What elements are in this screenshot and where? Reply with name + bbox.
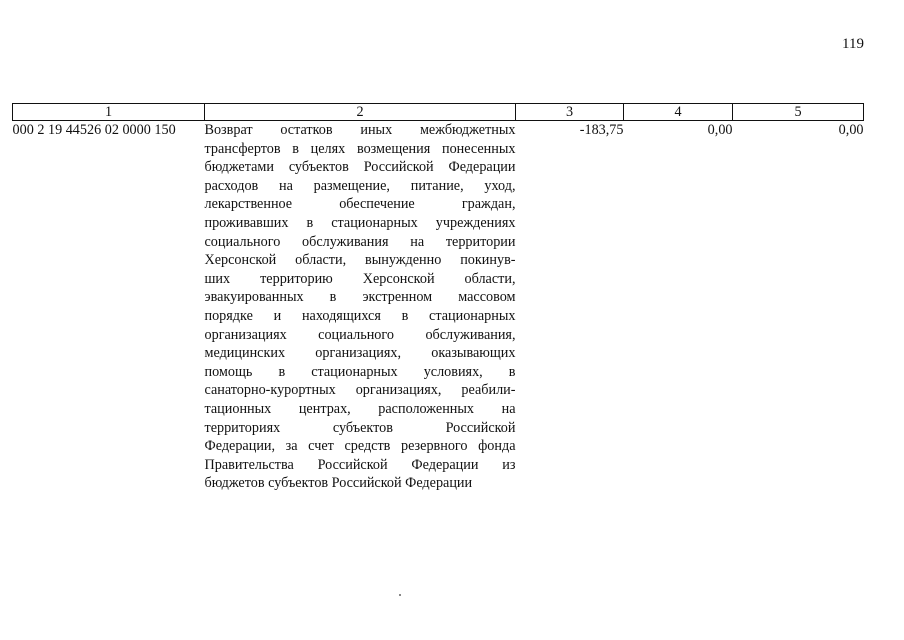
- column-header-1: 1: [13, 104, 205, 121]
- description-line: эвакуированных в экстренном массовом: [204, 289, 516, 306]
- description-line: лекарственное обеспечение граждан,: [204, 196, 516, 213]
- description-line: Федерации, за счет средств резервного фонда: [204, 438, 516, 455]
- description-line: медицинских организациях, оказывающих: [204, 345, 516, 362]
- description-line: социального обслуживания на территории: [204, 233, 516, 250]
- description-line: организациях социального обслуживания,: [204, 326, 516, 343]
- description-line: санаторно-курортных организациях, реабили-: [204, 382, 516, 399]
- description-line: проживавших в стационарных учреждениях: [204, 214, 516, 231]
- page-number: 119: [842, 36, 864, 52]
- amount-column-4: 0,00: [707, 122, 733, 138]
- budget-table: [12, 103, 864, 493]
- table-row: [13, 121, 864, 493]
- column-header-5: 5: [733, 104, 864, 121]
- description-line: тационных центрах, расположенных на: [204, 400, 516, 417]
- column-header-2: 2: [205, 104, 516, 121]
- description-line: трансфертов в целях возмещения понесенных: [204, 140, 516, 157]
- amount-column-3: -183,75: [579, 122, 624, 138]
- column-header-4: 4: [624, 104, 733, 121]
- description-line: бюджетов субъектов Российской Федерации: [204, 475, 473, 492]
- column-header-3: 3: [516, 104, 624, 121]
- amount-column-5: 0,00: [838, 122, 864, 138]
- scan-speck: [399, 594, 401, 596]
- table-header-row: [13, 104, 864, 121]
- description-line: ших территорию Херсонской области,: [204, 270, 516, 287]
- description-line: Херсонской области, вынужденно покинув-: [204, 252, 516, 269]
- description-line: Правительства Российской Федерации из: [204, 456, 516, 473]
- description-line: бюджетами субъектов Российской Федерации: [204, 159, 516, 176]
- description-line: помощь в стационарных условиях, в: [204, 363, 516, 380]
- income-description: [205, 121, 516, 493]
- description-line: расходов на размещение, питание, уход,: [204, 177, 516, 194]
- description-line: порядке и находящихся в стационарных: [204, 307, 516, 324]
- budget-classification-code: 000 2 19 44526 02 0000 150: [12, 122, 176, 138]
- description-line: Возврат остатков иных межбюджетных: [204, 122, 516, 138]
- description-line: территориях субъектов Российской: [204, 419, 516, 436]
